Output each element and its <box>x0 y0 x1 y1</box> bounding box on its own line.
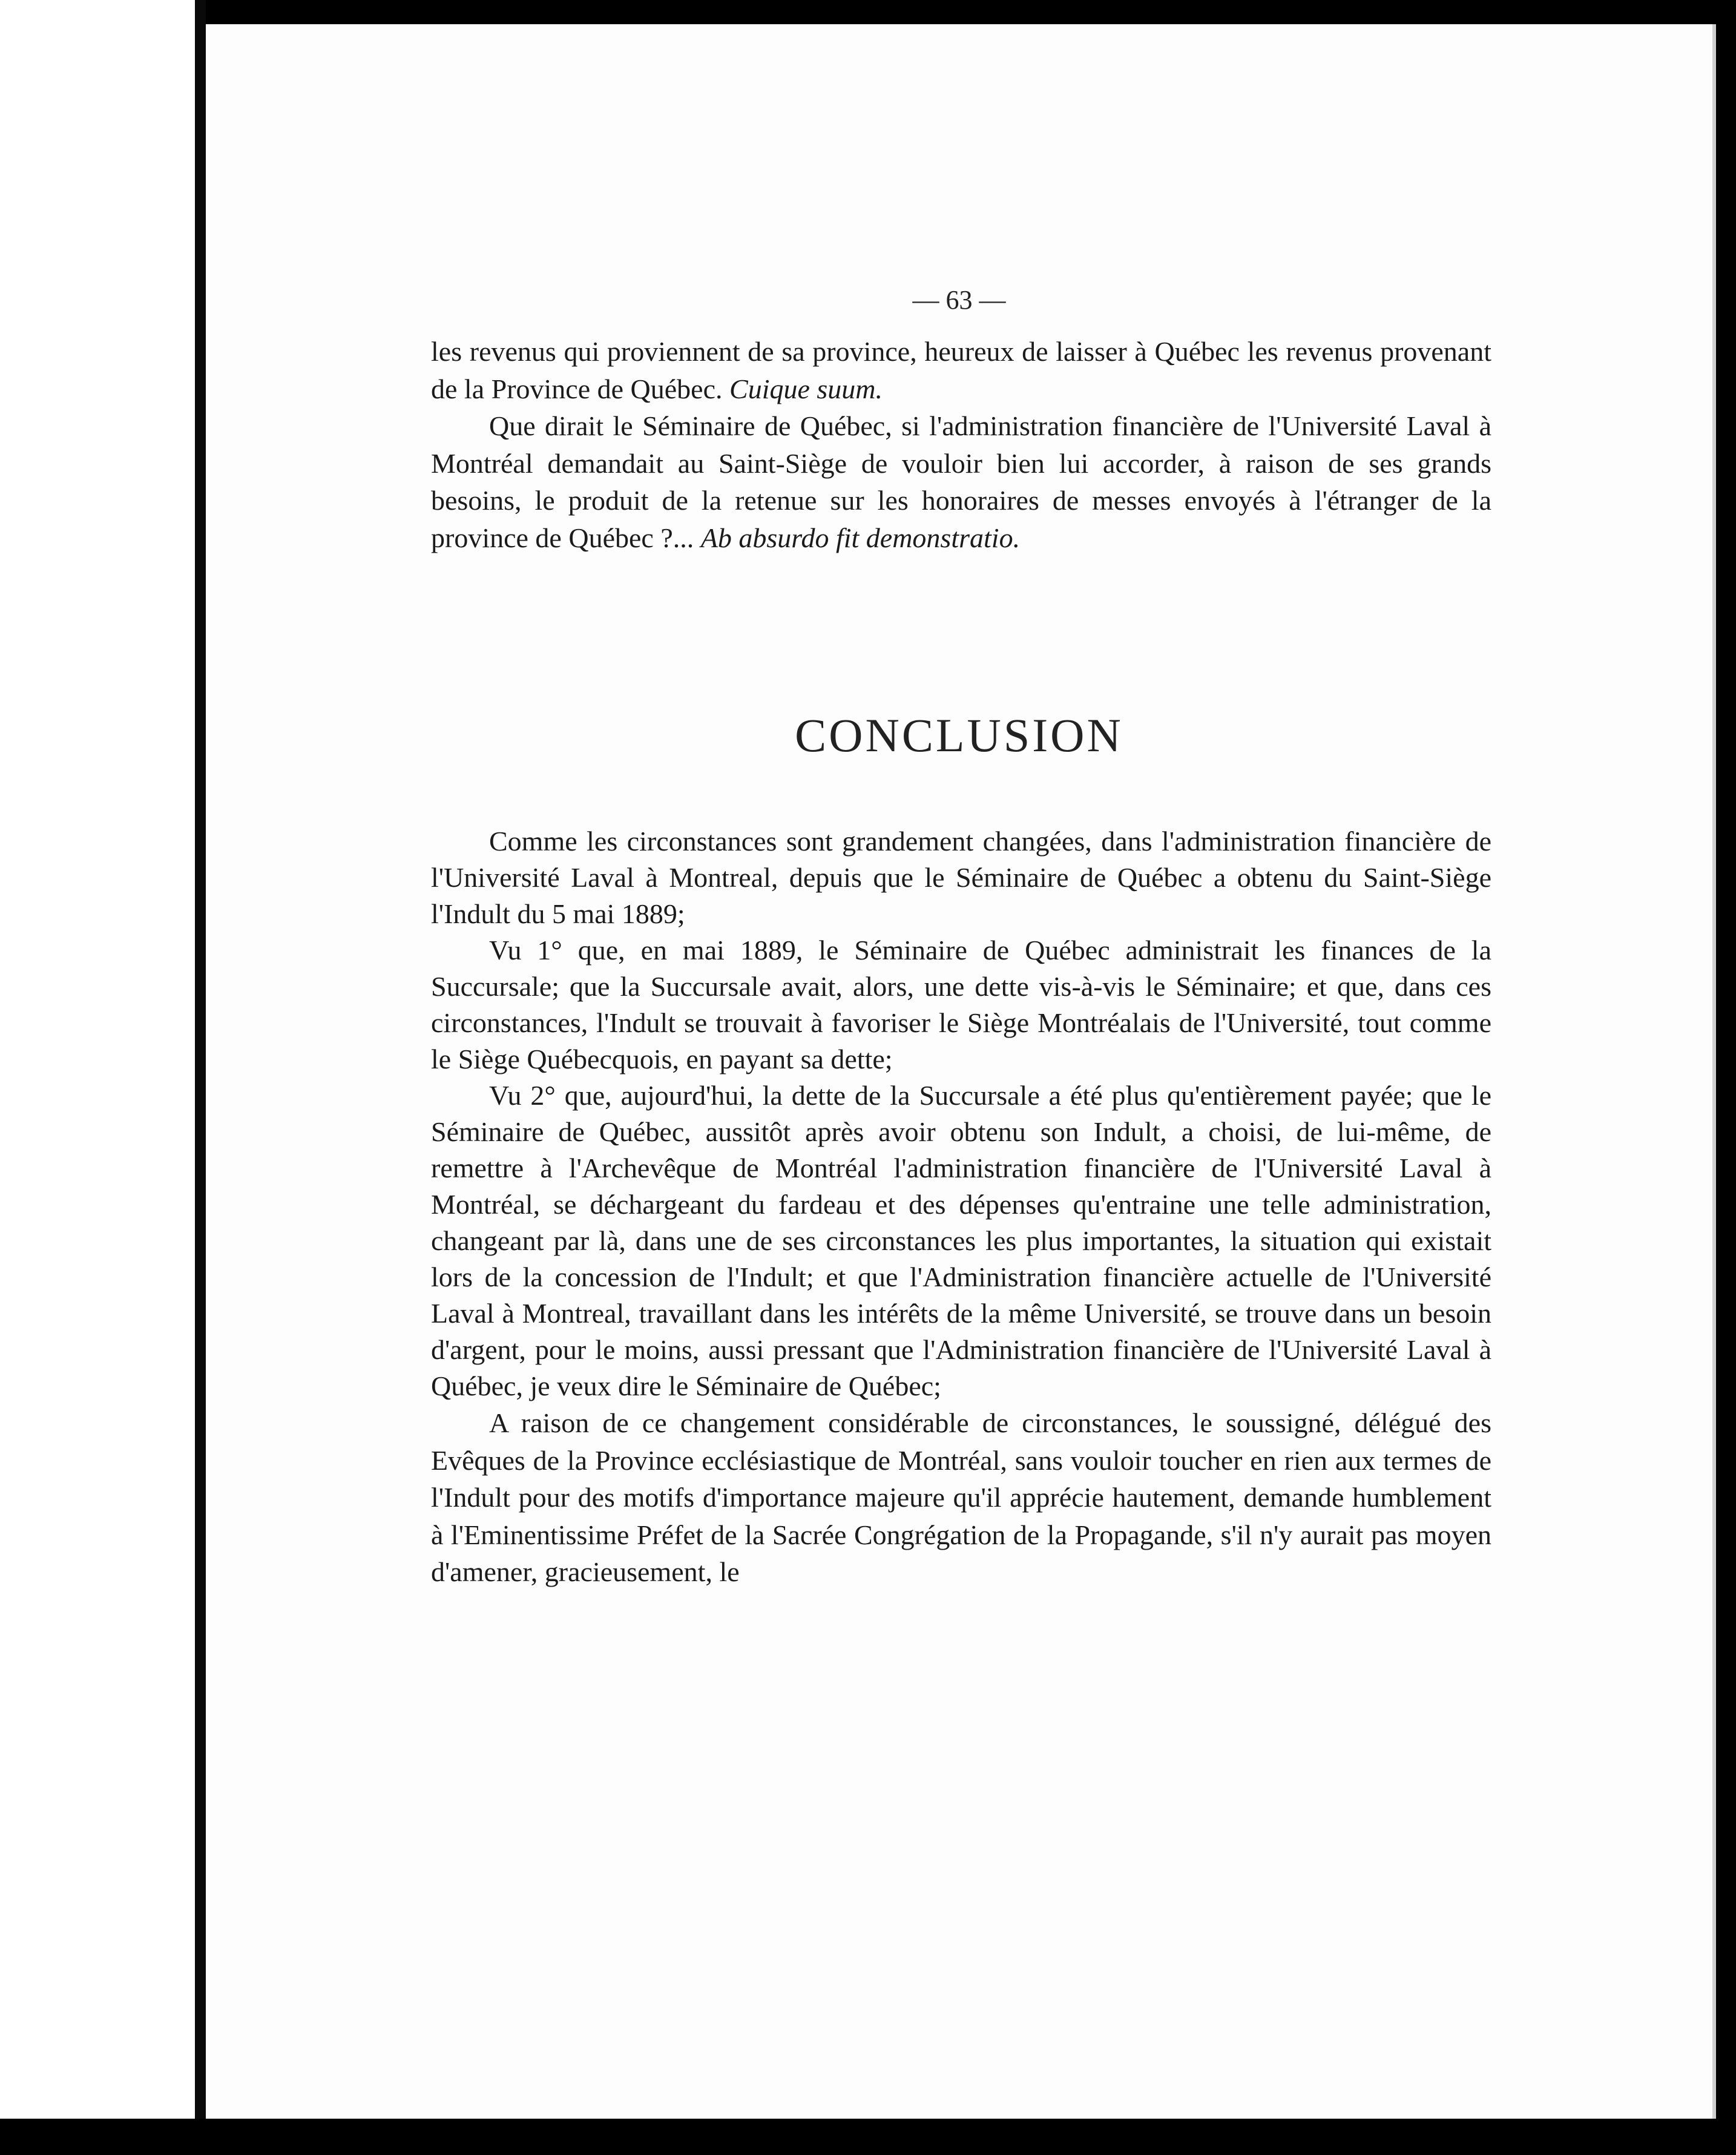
paragraph: A raison de ce changement considérable de circonstances, le soussigné, délégué des Evêques de la Province ecclésiastique de Montréal, sans vouloir toucher en rien aux termes de l'Indult pour des motifs d'importance majeure qu'il apprécie hautement, demande humblement à l'Eminentissime Préfet de la Sacrée Congrégation de la Propagande, s'il n'y aurait pas moyen d'amener, gracieusement, le <box>431 1407 1491 1587</box>
paragraph-continued <box>431 333 1491 407</box>
paragraph: Vu 1° que, en mai 1889, le Séminaire de Québec administrait les finances de la Succursale; que la Succursale avait, alors, une dette vis-à-vis le Séminaire; et que, dans ces circonstances, l'Indult se trouvait à favoriser le Siège Montréalais de l'Université, tout comme le Siège Québecquois, en payant sa dette; <box>431 935 1491 1074</box>
top-text-block <box>431 333 1491 556</box>
page-number: — 63 — <box>912 285 1006 315</box>
scan-margin-left <box>0 0 195 2155</box>
section-heading: CONCLUSION <box>795 709 1123 762</box>
paragraph: Vu 2° que, aujourd'hui, la dette de la Succursale a été plus qu'entièrement payée; que le Séminaire de Québec, aussitôt après avoir obtenu son Indult, a choisi, de lui-même, de remettre à l'Archevêque de Montréal l'administration financière de l'Université Laval à Montréal, se déchargeant du fardeau et des dépenses qu'entraine une telle administration, changeant par là, dans une de ses circonstances les plus importantes, la situation qui existait lors de la concession de l'Indult; et que l'Administration financière actuelle de l'Université Laval à Montreal, travaillant dans les intérêts de la même Université, se trouve dans un besoin d'argent, pour le moins, aussi pressant que l'Administration financière de l'Université Laval à Québec, je veux dire le Séminaire de Québec; <box>431 1080 1491 1401</box>
italic-phrase: Cuique suum. <box>729 373 883 404</box>
italic-phrase: Ab absurdo fit demonstratio. <box>700 522 1021 553</box>
binding-gutter <box>195 0 206 2155</box>
scan-border-bottom <box>0 2119 1736 2155</box>
conclusion-text-block <box>431 823 1491 1591</box>
paragraph-text: Que dirait le Séminaire de Québec, si l'administration financière de l'Université Laval à Montréal demandait au Saint-Siège de vouloir bien lui accorder, à raison de ses grands besoins, le produit de la retenue sur les honoraires de messes envoyés à l'étranger de la province de Québec ?... <box>431 410 1491 553</box>
paragraph <box>431 407 1491 556</box>
book-page <box>206 24 1716 2119</box>
paragraph: Comme les circonstances sont grandement changées, dans l'administration financière de l'Université Laval à Montreal, depuis que le Séminaire de Québec a obtenu du Saint-Siège l'Indult du 5 mai 1889; <box>431 826 1491 929</box>
scan-border-right <box>1716 0 1736 2155</box>
paragraph-text: les revenus qui proviennent de sa province, heureux de laisser à Québec les revenus provenant de la Province de Québec. <box>431 336 1491 404</box>
